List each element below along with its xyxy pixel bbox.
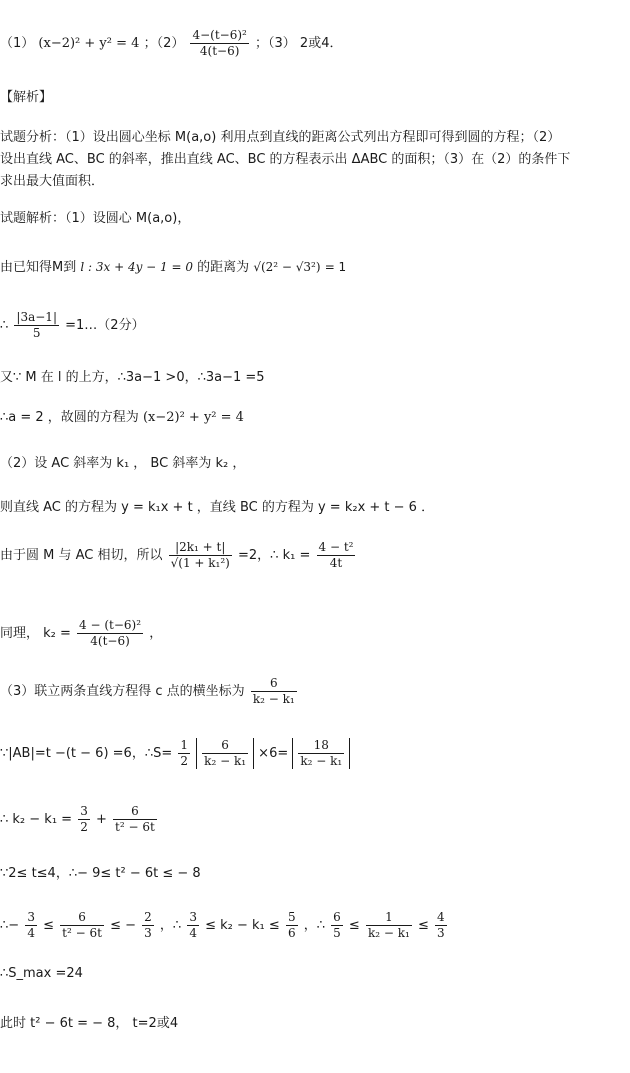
- solution-step-12: [0, 804, 159, 835]
- k1-numerator: 4 − t²: [318, 540, 354, 554]
- solution-step-7: 则直线 AC 的方程为 y = k₁x + t ，直线 BC 的方程为 y = k₂x + t − 6 ．: [0, 500, 435, 515]
- x-coordinate-fraction: [251, 676, 297, 707]
- half-denominator: 2: [180, 754, 189, 768]
- step-14-fraction-7-denominator: k₂ − k₁: [367, 926, 410, 940]
- half-numerator: 1: [180, 738, 189, 752]
- step-3-numerator: |3a−1|: [16, 310, 57, 324]
- k2-fraction: [77, 618, 143, 649]
- step-12-fraction-b-denominator: t² − 6t: [115, 820, 155, 834]
- step-14-text-e: ≤ k₂ − k₁ ≤: [205, 918, 280, 933]
- answer-separator-1: ；（2）: [143, 36, 185, 51]
- step-14-fraction-6: [331, 910, 343, 941]
- step-12-fraction-a: [78, 804, 90, 835]
- solution-step-3: [0, 310, 145, 341]
- step-10-prefix: （3）联立两条直线方程得 c 点的横坐标为: [0, 684, 245, 699]
- x-coordinate-denominator: k₂ − k₁: [252, 692, 295, 706]
- area-result-numerator: 18: [298, 738, 344, 754]
- area-result-fraction: [298, 738, 344, 769]
- step-14-fraction-4-denominator: 4: [189, 926, 197, 940]
- hint-line-1: 试题分析：（1）设出圆心坐标 M(a,o) 利用点到直线的距离公式列出方程即可得到圆的方程；（2）: [0, 130, 561, 145]
- step-3-denominator: 5: [32, 326, 41, 340]
- area-result-abs-value: [292, 738, 350, 769]
- step-14-fraction-3-numerator: 2: [144, 910, 152, 924]
- step-9-prefix: 同理， k₂ =: [0, 626, 71, 641]
- step-14-fraction-6-denominator: 5: [333, 926, 341, 940]
- answer-separator-2: ；（3）: [255, 36, 296, 51]
- step-11-prefix: ∵|AB|=t −(t − 6) =6，∴S=: [0, 746, 173, 761]
- k1-fraction: [317, 540, 356, 571]
- step-9-suffix: ，: [149, 626, 163, 641]
- area-result-denominator: k₂ − k₁: [300, 754, 343, 768]
- step-14-fraction-2-numerator: 6: [60, 910, 104, 926]
- step-14-fraction-1-denominator: 4: [27, 926, 35, 940]
- k1-denominator: 4t: [329, 556, 343, 570]
- step-12-prefix: ∴ k₂ − k₁ =: [0, 812, 73, 827]
- distance-expression: √(2² − √3²): [253, 260, 321, 274]
- step-5-prefix: ∴a = 2 ，故圆的方程为: [0, 410, 139, 425]
- k2-denominator: 4(t−6): [90, 634, 130, 648]
- answer-equation-1: (x−2)² + y² = 4: [38, 36, 140, 51]
- area-abs-fraction: [202, 738, 248, 769]
- solution-step-9: [0, 618, 162, 649]
- solution-step-1: 试题解析：（1）设圆心 M(a,o)，: [0, 211, 191, 226]
- line-equation: l : 3x + 4y − 1 = 0: [80, 260, 194, 274]
- step-14-text-g: ≤: [348, 918, 360, 933]
- answer-equation-3: 2或4．: [299, 36, 343, 51]
- solution-step-2: [0, 256, 346, 275]
- solution-step-10: [0, 676, 299, 707]
- solution-step-4: 又∵ M 在 l 的上方，∴3a−1 >0，∴3a−1 =5: [0, 370, 265, 385]
- step-14-fraction-1-numerator: 3: [27, 910, 35, 924]
- step-14-text-d: ，∴: [159, 918, 182, 933]
- tangent-denominator: √(1 + k₁²): [170, 556, 230, 570]
- solution-step-5: [0, 406, 244, 425]
- step-14-fraction-2-denominator: t² − 6t: [62, 926, 102, 940]
- solution-step-16: 此时 t² − 6t = − 8， t=2或4: [0, 1016, 179, 1031]
- step-14-text-b: ≤: [43, 918, 54, 933]
- step-14-text-h: ≤: [417, 918, 429, 933]
- step-8-prefix: 由于圆 M 与 AC 相切，所以: [0, 548, 163, 563]
- step-3-suffix: =1…（2分）: [65, 318, 145, 333]
- step-2-prefix: 由已知得M到: [0, 260, 77, 275]
- solution-step-13: ∵2≤ t≤4，∴− 9≤ t² − 6t ≤ − 8: [0, 866, 201, 881]
- step-14-fraction-8: [435, 910, 447, 941]
- step-14-fraction-5-numerator: 5: [287, 910, 296, 924]
- x-coordinate-numerator: 6: [251, 676, 297, 692]
- k2-numerator: 4 − (t−6)²: [79, 618, 142, 632]
- hint-line-2: 设出直线 AC、BC 的斜率，推出直线 AC、BC 的方程表示出 ΔABC 的面积；（3）在（2）的条件下: [0, 152, 571, 167]
- step-14-text-f: ，∴: [303, 918, 325, 933]
- step-14-fraction-3: [142, 910, 154, 941]
- step-14-fraction-8-numerator: 4: [437, 910, 445, 924]
- step-14-text-a: ∴−: [0, 918, 20, 933]
- step-14-fraction-8-denominator: 3: [437, 926, 445, 940]
- area-abs-numerator: 6: [202, 738, 248, 754]
- solution-step-15: ∴S_max =24: [0, 966, 83, 981]
- hint-line-3: 求出最大值面积．: [0, 174, 105, 189]
- step-12-fraction-a-numerator: 3: [80, 804, 88, 818]
- step-14-fraction-7-numerator: 1: [366, 910, 412, 926]
- step-14-fraction-4-numerator: 3: [189, 910, 197, 924]
- step-3-prefix: ∴: [0, 318, 9, 333]
- step-14-fraction-4: [187, 910, 199, 941]
- step-14-fraction-7: [366, 910, 412, 941]
- answer-fraction-2-numerator: 4−(t−6)²: [192, 28, 247, 42]
- step-12-fraction-a-denominator: 2: [80, 820, 88, 834]
- area-abs-value: [196, 738, 254, 769]
- step-12-fraction-b-numerator: 6: [113, 804, 157, 820]
- solution-step-8: [0, 540, 357, 571]
- step-14-fraction-1: [25, 910, 37, 941]
- half-fraction: [178, 738, 190, 769]
- analysis-header: 【解析】: [0, 90, 53, 105]
- step-2-suffix: = 1: [324, 260, 347, 274]
- answer-fraction-2: [190, 28, 248, 59]
- step-14-fraction-5: [286, 910, 298, 941]
- step-14-fraction-5-denominator: 6: [287, 926, 296, 940]
- tangent-fraction: [169, 540, 232, 571]
- answer-label-1: （1）: [0, 36, 35, 51]
- solution-step-6: （2）设 AC 斜率为 k₁ ， BC 斜率为 k₂ ，: [0, 456, 246, 471]
- step-12-fraction-b: [113, 804, 157, 835]
- answer-line: [0, 28, 342, 59]
- step-14-text-c: ≤ −: [110, 918, 136, 933]
- step-3-fraction: [14, 310, 59, 341]
- circle-equation: (x−2)² + y² = 4: [142, 410, 244, 425]
- solution-step-14: [0, 910, 449, 941]
- step-14-fraction-3-denominator: 3: [144, 926, 152, 940]
- step-11-middle: ×6=: [258, 746, 289, 761]
- step-14-fraction-6-numerator: 6: [333, 910, 341, 924]
- step-8-middle: =2，∴ k₁ =: [238, 548, 311, 563]
- tangent-numerator: |2k₁ + t|: [169, 540, 232, 556]
- answer-fraction-2-denominator: 4(t−6): [199, 44, 240, 58]
- step-2-middle: 的距离为: [197, 260, 250, 275]
- solution-step-11: [0, 738, 350, 769]
- area-abs-denominator: k₂ − k₁: [204, 754, 247, 768]
- step-14-fraction-2: [60, 910, 104, 941]
- step-12-plus: +: [96, 812, 107, 827]
